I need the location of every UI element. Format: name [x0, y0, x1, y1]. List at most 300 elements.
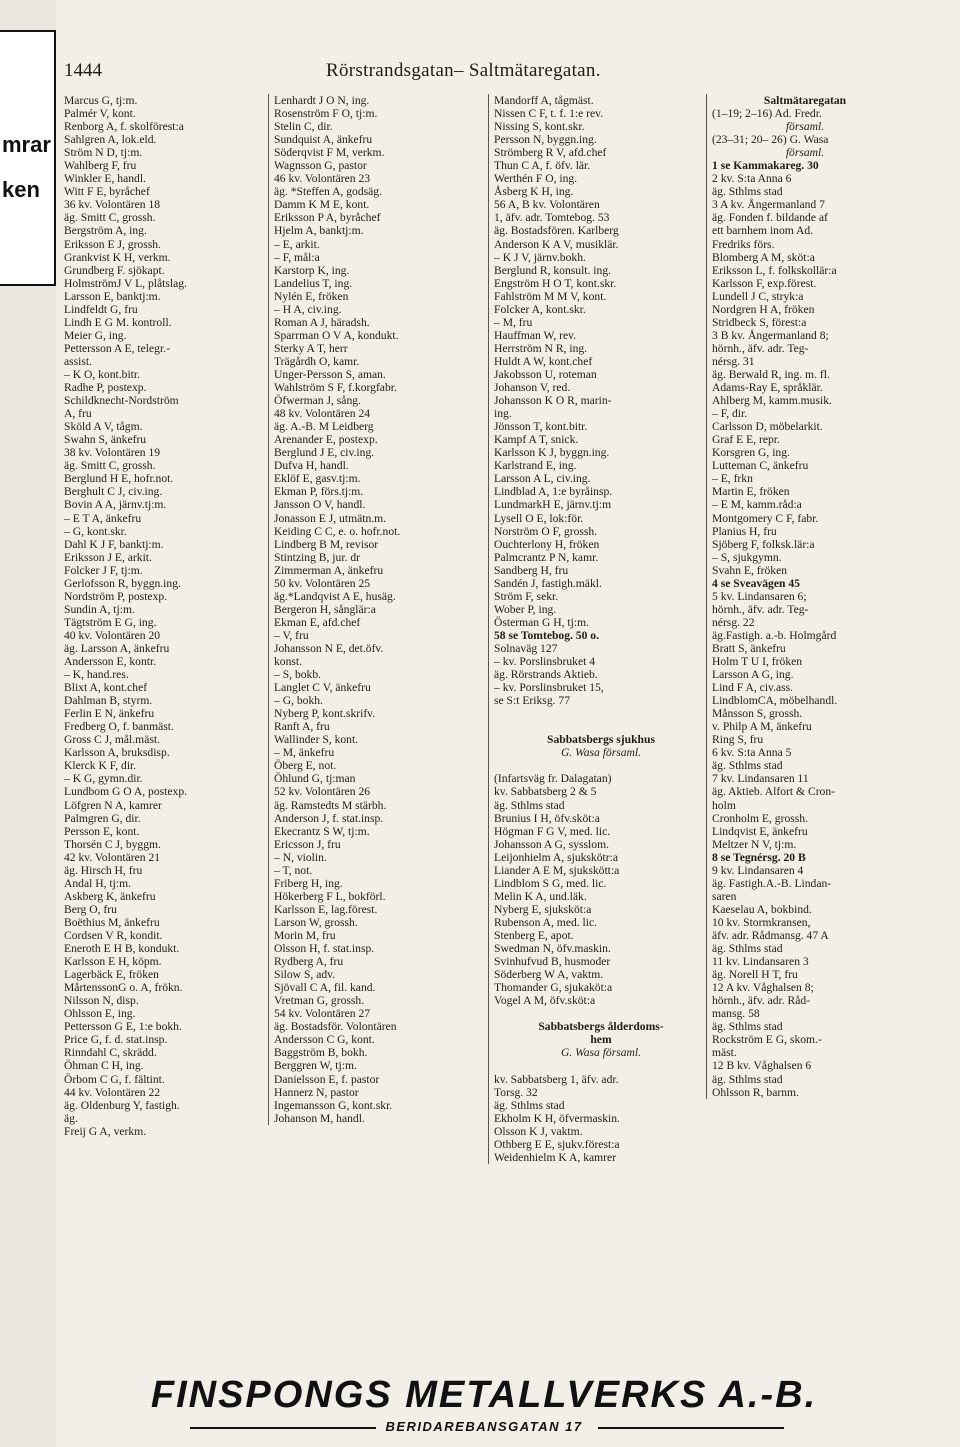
directory-entry: Lenhardt J O N, ing. [274, 94, 370, 107]
directory-entry: Öhlund G, tj:man [274, 772, 356, 786]
directory-entry: hörnh., äfv. adr. Teg- [712, 341, 809, 355]
directory-entry: Norström O F, grossh. [494, 524, 598, 538]
directory-entry: äg. Sthlms stad [712, 185, 783, 199]
directory-entry: nérsg. 31 [712, 354, 755, 368]
directory-entry: Zimmerman A, änkefru [274, 563, 384, 577]
directory-entry: Silow S, adv. [274, 968, 336, 982]
directory-entry: Gross C J, mål.mäst. [64, 733, 160, 747]
directory-entry: äg. Fonden f. bildande af [712, 211, 828, 225]
directory-entry: (Infartsväg fr. Dalagatan) [494, 772, 612, 786]
directory-entry: Eriksson J E, arkit. [64, 550, 152, 564]
directory-entry: Berg O, fru [64, 902, 117, 916]
directory-entry: Eriksson L, f. folkskollär:a [712, 263, 837, 277]
directory-entry: äg. Rörstrands Aktieb. [494, 668, 598, 682]
directory-entry: Sandberg H, fru [494, 563, 569, 577]
directory-entry: – K, hand.res. [64, 668, 129, 682]
directory-entry: Sahlgren A, lok.eld. [64, 133, 157, 147]
directory-entry: Österman G H, tj:m. [494, 615, 589, 629]
directory-entry: Karlsson E, lag.förest. [274, 902, 378, 916]
directory-entry: A, fru [64, 407, 92, 421]
directory-entry: Thomander G, sjukaköt:a [494, 981, 613, 995]
directory-entry: Lindblad A, 1:e byråinsp. [494, 485, 613, 499]
directory-entry: Wahlström S F, f.korgfabr. [274, 381, 397, 395]
directory-entry: Sundquist A, änkefru [274, 133, 373, 147]
directory-entry: assist. [64, 354, 93, 368]
directory-entry: – E, arkit. [274, 237, 320, 251]
directory-entry: Wagnsson G, pastor [274, 159, 367, 173]
directory-entry: Ekman P, förs.tj:m. [274, 485, 364, 499]
directory-entry: Berglund H E, hofr.not. [64, 472, 174, 486]
directory-entry: – K G, gymn.dir. [64, 772, 143, 786]
directory-entry: Lagerbäck E, fröken [64, 968, 159, 982]
directory-entry: MårtenssonG o. A, frökn. [64, 981, 183, 995]
directory-entry: Ohlsson E, ing. [64, 1007, 136, 1021]
directory-entry: Lindfeldt G, fru [64, 302, 138, 316]
directory-entry: Dahlman B, styrm. [64, 694, 153, 708]
ad-brand: FINSPONGS METALLVERKS A.-B. [150, 1374, 818, 1416]
directory-entry: Vretman G, grossh. [274, 994, 365, 1008]
directory-entry: Folcker J F, tj:m. [64, 563, 143, 577]
directory-entry: – kv. Porslinsbruket 15, [494, 681, 604, 695]
directory-entry: Lind F A, civ.ass. [712, 681, 794, 695]
directory-entry: Lundbom G O A, postexp. [64, 785, 188, 799]
directory-entry: mäst. [712, 1046, 737, 1060]
directory-entry: Schildknecht-Nordström [64, 394, 179, 408]
directory-entry: Månsson S, grossh. [712, 707, 803, 721]
directory-entry: 58 se Tomtebog. 50 o. [494, 628, 599, 642]
directory-entry: Fredriks förs. [712, 237, 775, 251]
directory-entry: konst. [274, 655, 303, 669]
directory-entry: saren [712, 889, 737, 903]
directory-entry: Gerlofsson R, byggn.ing. [64, 576, 181, 590]
directory-entry: Ouchterlony H, fröken [494, 537, 600, 551]
directory-entry: Solnaväg 127 [494, 641, 558, 655]
directory-entry: Bergeron H, sånglär:a [274, 602, 376, 616]
directory-entry: Rosenström F O, tj:m. [274, 107, 378, 121]
directory-entry: Folcker A, kont.skr. [494, 302, 586, 316]
directory-entry: LundmarkH E, järnv.tj:m [494, 498, 612, 512]
directory-entry: Högman F G V, med. lic. [494, 824, 611, 838]
directory-entry: Johanson V, red. [494, 381, 571, 395]
directory-entry: Blomberg A M, sköt:a [712, 250, 815, 264]
directory-entry: Arenander E, postexp. [274, 433, 378, 447]
directory-entry: 9 kv. Lindansaren 4 [712, 863, 804, 877]
directory-entry: Roman A J, häradsh. [274, 315, 370, 329]
directory-entry: Renborg A, f. skolförest:a [64, 120, 184, 134]
directory-column-2 [268, 94, 488, 1125]
directory-entry: 54 kv. Volontären 27 [274, 1007, 371, 1021]
directory-entry: – G, kont.skr. [64, 524, 127, 538]
directory-entry: 56 A, B kv. Volontären [494, 198, 600, 212]
directory-entry: Leijonhielm A, sjukskötr:a [494, 850, 618, 864]
directory-entry: Boëthius M, änkefru [64, 915, 160, 929]
directory-entry: äg. Aktieb. Alfort & Cron- [712, 785, 836, 799]
directory-entry: Söderberg W A, vaktm. [494, 968, 604, 982]
directory-entry: 46 kv. Volontären 23 [274, 172, 371, 186]
directory-entry: Klerck K F, dir. [64, 759, 137, 773]
directory-entry: Werthén F O, ing. [494, 172, 578, 186]
directory-entry: Tägtström E G, ing. [64, 615, 157, 629]
directory-entry: Herrström N R, ing. [494, 341, 588, 355]
directory-entry: Unger-Persson S, aman. [274, 367, 386, 381]
directory-entry: äg. Sthlms stad [712, 1072, 783, 1086]
directory-entry: Saltmätaregatan [763, 94, 847, 107]
directory-entry: HolmströmJ V L, plåtslag. [64, 276, 187, 290]
directory-entry: Eriksson P A, byråchef [274, 211, 381, 225]
directory-entry: äfv. adr. Rådmansg. 47 A [712, 929, 829, 942]
directory-entry: – K O, kont.bitr. [64, 367, 141, 381]
directory-entry: Lindberg B M, revisor [274, 537, 379, 551]
directory-entry: Blixt A, kont.chef [64, 681, 148, 695]
directory-entry: nérsg. 22 [712, 615, 755, 629]
directory-entry: Sabbatsbergs ålderdoms- [538, 1020, 664, 1034]
directory-entry: Damm K M E, kont. [274, 198, 370, 212]
directory-entry: Ingemansson G, kont.skr. [274, 1098, 393, 1112]
directory-entry: 11 kv. Lindansaren 3 [712, 955, 809, 969]
directory-entry: Svinhufvud B, husmoder [494, 955, 611, 969]
directory-entry [494, 1059, 708, 1072]
directory-entry: Berggren W, tj:m. [274, 1059, 357, 1073]
directory-entry: Ström N D, tj:m. [64, 146, 143, 160]
directory-entry: – E T A, änkefru [64, 511, 142, 525]
directory-entry: hörnh., äfv. adr. Råd- [712, 994, 811, 1008]
directory-entry: 12 B kv. Våghalsen 6 [712, 1059, 812, 1073]
directory-entry: 7 kv. Lindansaren 11 [712, 772, 809, 786]
directory-entry: Radhe P, postexp. [64, 381, 147, 395]
directory-entry: Cronholm E, grossh. [712, 811, 808, 825]
directory-entry: – kv. Porslinsbruket 4 [494, 655, 596, 669]
directory-entry: 3 A kv. Ångermanland 7 [712, 198, 825, 212]
directory-entry: Anderson J, f. stat.insp. [274, 811, 384, 825]
directory-entry: Swedman N, öfv.maskin. [494, 942, 611, 956]
directory-entry: äg.*Landqvist A E, husäg. [274, 589, 396, 603]
directory-entry: Karlstrand E, ing. [494, 459, 577, 473]
directory-entry: Sabbatsbergs sjukhus [547, 733, 655, 747]
directory-entry: v. Philp A M, änkefru [712, 720, 812, 734]
directory-entry: Holm T U I, fröken [712, 655, 803, 669]
directory-entry: äg. Sthlms stad [712, 942, 783, 956]
directory-entry: 48 kv. Volontären 24 [274, 407, 371, 421]
directory-entry: se S:t Eriksg. 77 [494, 694, 571, 708]
directory-entry: Dahl K J F, banktj:m. [64, 537, 164, 551]
directory-entry: Marcus G, tj:m. [64, 94, 138, 107]
ad-street: BERIDAREBANSGATAN 17 [385, 1419, 583, 1434]
page-number: 1444 [64, 60, 102, 81]
directory-entry: Eklöf E, gasv.tj:m. [274, 472, 361, 486]
directory-entry: Wahlberg F, fru [64, 159, 137, 173]
directory-entry: Anderson K A V, musiklär. [494, 237, 619, 251]
directory-entry: 2 kv. S:ta Anna 6 [712, 172, 792, 186]
directory-entry: Keiding C C, e. o. hofr.not. [274, 524, 401, 538]
directory-entry: Johansson K O R, marin- [494, 394, 612, 408]
directory-entry: Engström H O T, kont.skr. [494, 276, 617, 290]
directory-entry: Karlsson K J, byggn.ing. [494, 446, 610, 460]
directory-entry: 36 kv. Volontären 18 [64, 198, 161, 212]
directory-entry: Grankvist K H, verkm. [64, 250, 171, 264]
directory-entry: Brunius I H, öfv.sköt:a [494, 811, 600, 825]
directory-entry: Witt F E, byråchef [64, 185, 150, 199]
directory-entry: Freij G A, verkm. [64, 1124, 147, 1138]
directory-entry: Karlsson E H, köpm. [64, 955, 162, 969]
directory-entry: ett barnhem inom Ad. [712, 224, 814, 238]
directory-entry: Carlsson D, möbelarkit. [712, 420, 823, 434]
directory-entry: Ohlsson R, barnm. [712, 1085, 799, 1099]
directory-entry: Askberg K, änkefru [64, 889, 156, 903]
directory-entry: Kaeselau A, bokbind. [712, 902, 812, 916]
directory-entry: (1–19; 2–16) Ad. Fredr. [712, 107, 822, 121]
directory-entry: Kampf A T, snick. [494, 433, 579, 447]
directory-entry: Ericsson J, fru [274, 837, 341, 851]
directory-entry: mansg. 58 [712, 1007, 760, 1021]
directory-entry: Olsson K J, vaktm. [494, 1124, 583, 1138]
directory-entry: Planius H, fru [712, 524, 777, 538]
directory-entry: – V, fru [274, 628, 309, 642]
directory-entry: 42 kv. Volontären 21 [64, 850, 161, 864]
directory-entry: Rinndahl C, skrädd. [64, 1046, 157, 1060]
directory-entry: Pettersson A E, telegr.- [64, 341, 170, 355]
directory-entry: – S, bokb. [274, 668, 322, 682]
directory-entry: Friberg H, ing. [274, 876, 343, 890]
directory-entry: Larson W, grossh. [274, 915, 358, 929]
directory-entry: – F, dir. [712, 407, 748, 421]
directory-entry: Öberg E, not. [274, 759, 337, 773]
directory-column-4 [706, 94, 898, 1099]
directory-entry: 50 kv. Volontären 25 [274, 576, 371, 590]
directory-entry: Åsberg K H, ing. [494, 185, 574, 199]
directory-entry: Liander A E M, sjukskött:a [494, 863, 620, 877]
directory-entry: Grundberg F. sjökapt. [64, 263, 165, 277]
directory-entry: församl. [785, 146, 825, 160]
directory-entry: 12 A kv. Våghalsen 8; [712, 981, 814, 995]
directory-entry: – E, frkn [712, 472, 753, 486]
directory-entry: äg.Fastigh. a.-b. Holmgård [712, 628, 837, 642]
directory-entry: Andersson E, kontr. [64, 655, 157, 669]
directory-entry: Berglund J E, civ.ing. [274, 446, 375, 460]
directory-entry: – K J V, järnv.bokh. [494, 250, 586, 264]
directory-entry: Fahlström M M V, kont. [494, 289, 607, 303]
directory-entry: äg. Hirsch H, fru [64, 863, 143, 877]
directory-entry [494, 720, 708, 733]
directory-entry: äg. Smitt C, grossh. [64, 459, 156, 473]
directory-entry: Baggström B, bokh. [274, 1046, 368, 1060]
directory-entry: Nilsson N, disp. [64, 994, 139, 1008]
directory-entry: Ring S, fru [712, 733, 764, 747]
directory-entry: Nordström P, postexp. [64, 589, 168, 603]
directory-entry: Lysell O E, lok:för. [494, 511, 584, 525]
directory-entry: Fredberg O, f. banmäst. [64, 720, 174, 734]
directory-entry: Stintzing B, jur. dr [274, 550, 360, 564]
directory-entry: Eriksson E J, grossh. [64, 237, 161, 251]
directory-entry: Bratt S, änkefru [712, 641, 786, 655]
directory-entry: Weidenhielm K A, kamrer [494, 1150, 617, 1164]
directory-entry: äg. Larsson A, änkefru [64, 641, 170, 655]
directory-entry: – F, mål:a [274, 250, 320, 264]
directory-entry: äg. Bostadsför. Volontären [274, 1020, 397, 1034]
directory-entry: – N, violin. [274, 850, 327, 864]
directory-entry: äg. Sthlms stad [712, 759, 783, 773]
directory-entry: Martin E, fröken [712, 485, 790, 499]
directory-entry: 44 kv. Volontären 22 [64, 1085, 161, 1099]
directory-column-3 [488, 94, 708, 1164]
directory-entry: Strömberg R V, afd.chef [494, 146, 607, 160]
directory-entry: Rockström E G, skom.- [712, 1033, 822, 1047]
directory-entry: – H A, civ.ing. [274, 302, 342, 316]
directory-entry: Lundell J C, stryk:a [712, 289, 804, 303]
directory-entry: Jönsson T, kont.bitr. [494, 420, 588, 434]
directory-entry: församl. [785, 120, 825, 134]
directory-entry: Nordgren H A, fröken [712, 302, 815, 316]
directory-entry: Johanson M, handl. [274, 1111, 365, 1125]
directory-entry: äg. Fastigh.A.-B. Lindan- [712, 876, 832, 890]
directory-entry [494, 1007, 708, 1020]
directory-entry: Langlet C V, änkefru [274, 681, 371, 695]
directory-entry: Stridbeck S, förest:a [712, 315, 807, 329]
ad-rule-right [598, 1427, 784, 1429]
directory-entry: Mandorff A, tågmäst. [494, 94, 594, 107]
directory-entry: 4 se Sveavägen 45 [712, 576, 800, 590]
directory-entry: holm [712, 798, 736, 812]
directory-column-1 [64, 94, 264, 1138]
directory-entry: Rubenson A, med. lic. [494, 915, 598, 929]
directory-entry: Pettersson G E, 1:e bokh. [64, 1020, 182, 1034]
directory-entry: Jansson O V, handl. [274, 498, 366, 512]
directory-entry: Jakobsson U, roteman [494, 367, 597, 381]
directory-entry: 40 kv. Volontären 20 [64, 628, 161, 642]
directory-entry: ing. [494, 407, 512, 421]
directory-entry: Price G, f. d. stat.insp. [64, 1033, 168, 1047]
directory-entry: Andal H, tj:m. [64, 876, 131, 890]
directory-entry: Öfwerman J, sång. [274, 394, 361, 408]
directory-entry: äg. *Steffen A, godsäg. [274, 185, 382, 199]
directory-entry: Sundin A, tj:m. [64, 602, 135, 616]
directory-entry: 6 kv. S:ta Anna 5 [712, 746, 792, 760]
directory-entry: Hökerberg F L, bokförl. [274, 889, 386, 903]
directory-entry: Bovin A A, järnv.tj:m. [64, 498, 167, 512]
directory-entry: Larsson A L, civ.ing. [494, 472, 591, 486]
directory-entry: Jonasson E J, utmätn.m. [274, 511, 387, 525]
directory-entry: – S, sjukgymn. [712, 550, 782, 564]
directory-entry: äg. A.-B. M Leidberg [274, 420, 374, 434]
directory-entry: Palmgren G, dir. [64, 811, 141, 825]
directory-entry: Ström F, sekr. [494, 589, 559, 603]
directory-entry: Berghult C J, civ.ing. [64, 485, 163, 499]
directory-entry: Sköld A V, tågm. [64, 420, 143, 434]
directory-entry: Persson E, kont. [64, 824, 140, 838]
directory-entry: 38 kv. Volontären 19 [64, 446, 161, 460]
directory-entry: Lindqvist E, änkefru [712, 824, 808, 838]
page-header [64, 60, 884, 86]
directory-entry: Nyberg P, kont.skrifv. [274, 707, 376, 721]
directory-entry: Andersson C G, kont. [274, 1033, 375, 1047]
directory-entry: Hauffman W, rev. [494, 328, 577, 342]
directory-entry: hörnh., äfv. adr. Teg- [712, 602, 809, 616]
directory-entry: Meltzer N V, tj:m. [712, 837, 797, 851]
directory-entry: Eneroth E H B, kondukt. [64, 942, 180, 956]
directory-entry: Karstorp K, ing. [274, 263, 350, 277]
directory-entry: äg. Smitt C, grossh. [64, 211, 156, 225]
directory-entry: G. Wasa församl. [560, 1046, 642, 1060]
directory-entry: Thorsén C J, byggm. [64, 837, 161, 851]
directory-entry [494, 759, 708, 772]
directory-entry: Nylén E, fröken [274, 289, 349, 303]
page-title: Rörstrandsgatan– Saltmätaregatan. [326, 60, 601, 81]
directory-entry: Johansson N E, det.öfv. [274, 641, 384, 655]
directory-entry: Ekman E, afd.chef [274, 615, 361, 629]
directory-entry: Dufva H, handl. [274, 459, 349, 473]
advertisement [104, 1374, 864, 1434]
directory-entry: Sjövall C A, fil. kand. [274, 981, 376, 995]
directory-entry: Nissen C F, t. f. 1:e rev. [494, 107, 604, 121]
directory-entry: äg. [64, 1111, 78, 1125]
directory-entry: Svahn E, fröken [712, 563, 788, 577]
directory-entry: Danielsson E, f. pastor [274, 1072, 380, 1086]
directory-entry: Löfgren N A, kamrer [64, 798, 162, 812]
directory-entry: Johansson A G, sysslom. [494, 837, 609, 851]
directory-entry: Morin M, fru [274, 929, 336, 942]
directory-entry: hem [590, 1033, 612, 1047]
directory-entry: – T, not. [274, 863, 313, 877]
directory-entry: äg. Sthlms stad [494, 798, 565, 812]
ad-street-row [104, 1418, 864, 1436]
directory-entry: Adams-Ray E, språklär. [712, 381, 823, 395]
directory-entry: Nissing S, kont.skr. [494, 120, 585, 134]
directory-entry: Öhman C H, ing. [64, 1059, 144, 1073]
side-tab [0, 30, 56, 286]
directory-entry: – E M, kamm.råd:a [712, 498, 802, 512]
directory-entry: 1, äfv. adr. Tomtebog. 53 [494, 211, 610, 225]
directory-entry: äg. Sthlms stad [712, 1020, 783, 1034]
directory-entry: Torsg. 32 [494, 1085, 538, 1099]
directory-entry: G. Wasa församl. [560, 746, 642, 760]
directory-entry: Stenberg E, apot. [494, 929, 574, 942]
directory-entry: Palmcrantz P N, kamr. [494, 550, 599, 564]
directory-entry: – G, bokh. [274, 694, 323, 708]
directory-entry: 10 kv. Stormkransen, [712, 915, 811, 929]
directory-entry: – M, änkefru [274, 746, 335, 760]
directory-entry: Ekholm K H, öfvermaskin. [494, 1111, 620, 1125]
directory-entry: Larsson E, banktj:m. [64, 289, 161, 303]
directory-entry: 3 B kv. Ångermanland 8; [712, 328, 829, 342]
directory-entry: Ferlin E N, änkefru [64, 707, 155, 721]
directory-entry: Bergström A, ing. [64, 224, 147, 238]
directory-entry: Ranft A, fru [274, 720, 330, 734]
directory-entry: Lindblom S G, med. lic. [494, 876, 607, 890]
directory-entry: Karlsson F, exp.förest. [712, 276, 817, 290]
directory-entry: Karlsson A, bruksdisp. [64, 746, 170, 760]
directory-entry: Lutteman C, änkefru [712, 459, 809, 473]
directory-entry: Sjöberg F, folksk.lär:a [712, 537, 815, 551]
directory-entry: Graf E E, repr. [712, 433, 780, 447]
directory-entry: Sterky A T, herr [274, 341, 348, 355]
directory-entry: äg. Bostadsfören. Karlberg [494, 224, 619, 238]
directory-entry: Landelius T, ing. [274, 276, 353, 290]
directory-entry: 1 se Kammakareg. 30 [712, 159, 819, 173]
directory-entry: Larsson A G, ing. [712, 668, 794, 682]
directory-entry: Swahn S, änkefru [64, 433, 147, 447]
directory-entry: Hjelm A, banktj:m. [274, 224, 364, 238]
directory-entry: Sandén J, fastigh.mäkl. [494, 576, 602, 590]
directory-entry: Othberg E E, sjukv.förest:a [494, 1137, 620, 1151]
directory-entry: Trägårdh O, kamr. [274, 354, 360, 368]
directory-entry: Örbom C G, f. fältint. [64, 1072, 165, 1086]
side-tab-text-2: ken [2, 177, 40, 202]
directory-entry: Ekecrantz S W, tj:m. [274, 824, 370, 838]
directory-entry: Rydberg A, fru [274, 955, 344, 969]
directory-entry: kv. Sabbatsberg 1, äfv. adr. [494, 1072, 619, 1086]
directory-entry: Stelin C, dir. [274, 120, 333, 134]
directory-entry: Ahlberg M, kamm.musik. [712, 394, 832, 408]
directory-entry: Sparrman O V A, kondukt. [274, 328, 399, 342]
